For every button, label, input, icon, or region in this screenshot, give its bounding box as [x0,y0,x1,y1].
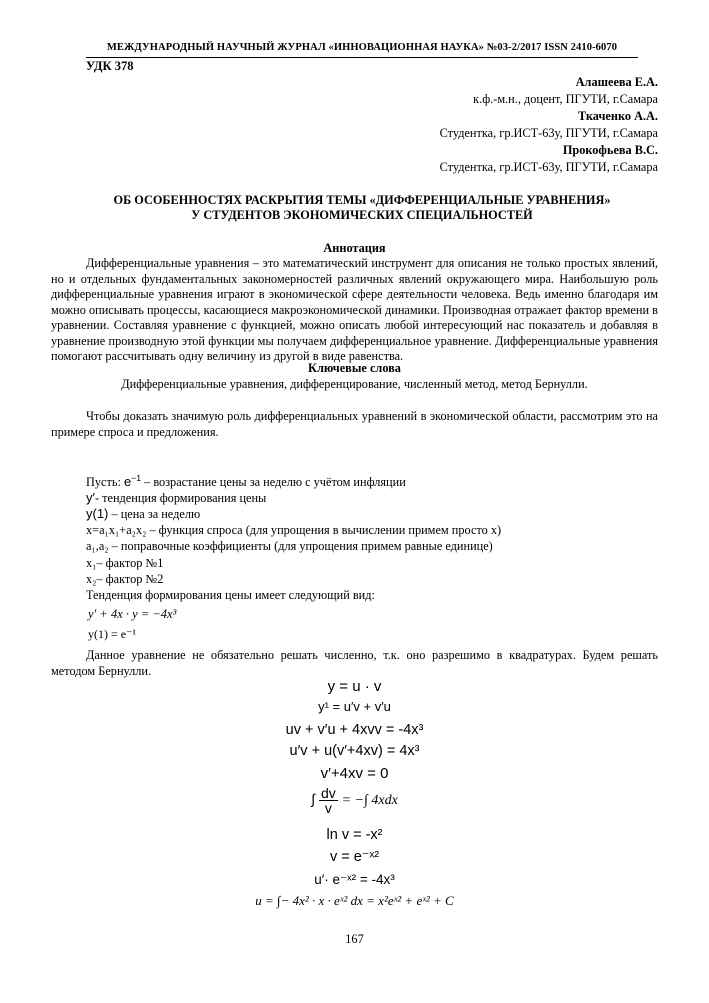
equation-5: v′+4xv = 0 [320,765,389,782]
equation-2: y¹ = u′v + v′u [318,699,391,714]
form-text: Тенденция формирования цены имеет следующий вид: [86,588,375,602]
solve-paragraph: Данное уравнение не обязательно решать численно, т.к. оно разрешимо в квадратурах. Будем решать методом Бернулли. [51,648,658,678]
abstract-heading: Аннотация [323,241,386,255]
x1-definition: x₁– фактор №1 [86,556,164,570]
a-definition: a₁,a₂ – поправочные коэффициенты (для упрощения примем равные единице) [86,539,493,553]
equation-9: u = ∫− 4x² · x · eˣ² dx = x²eˣ² + eˣ² + C [255,893,454,908]
y1-definition: y(1) – цена за неделю [86,506,201,521]
author-affil-1: к.ф.-м.н., доцент, ПГУТИ, г.Самара [473,92,658,106]
paper-title-line-1: ОБ ОСОБЕННОСТЯХ РАСКРЫТИЯ ТЕМЫ «ДИФФЕРЕНЦИАЛЬНЫЕ УРАВНЕНИЯ» [113,193,611,207]
equation-6: ln v = -x² [326,827,383,843]
keywords-text: Дифференциальные уравнения, дифференцирование, численный метод, метод Бернулли. [121,377,588,391]
author-name-2: Ткаченко А.А. [578,109,658,123]
initial-condition: y(1) = e⁻¹ [88,627,137,641]
equation-3: uv + v′u + 4xvv = -4x³ [285,722,424,738]
author-affil-2: Студентка, гр.ИСТ-63у, ПГУТИ, г.Самара [439,126,658,140]
page-number: 167 [345,932,364,946]
equation-1: y = u · v [327,678,382,695]
journal-header: МЕЖДУНАРОДНЫЙ НАУЧНЫЙ ЖУРНАЛ «ИННОВАЦИОННАЯ НАУКА» №03-2/2017 ISSN 2410-6070 [106,42,618,53]
paper-title-line-2: У СТУДЕНТОВ ЭКОНОМИЧЕСКИХ СПЕЦИАЛЬНОСТЕЙ [191,208,533,222]
let-definition: Пусть: $e^{-1}$ – возрастание цены за неделю с учётом инфляции [86,473,406,490]
integral-equation: ∫ $\frac{dv}{v}$ = −∫ 4xdx [311,785,398,816]
keywords-heading: Ключевые слова [308,361,401,375]
equation-4: u′v + u(v′+4xv) = 4x³ [289,743,420,759]
abstract-text: Дифференциальные уравнения – это математический инструмент для описания не только простых явлений, но и отдельных фундаментальных закономерностей различных явлений окружающего мира. Наибольшую роль дифференциальные уравнения играют в экономической сфере деятельности человека. Ведь именно благодаря им можно описывать процессы, касающиеся макроэкономической динамики. Производная отражает фактор времени в уравнении. Составляя уравнение с функцией, можно описать любой интересующий нас показатель и добавляя в уравнение производную этой функции мы получаем дифференциальное уравнение. Дифференциальные уравнения помогают рассчитывать одну величину из другой в виде равенства. [51,256,658,363]
author-affil-3: Студентка, гр.ИСТ-63у, ПГУТИ, г.Самара [439,160,658,174]
header-divider [86,57,638,58]
equation-8: u′· e⁻ˣ² = -4x³ [314,872,395,887]
x2-definition: x₂– фактор №2 [86,572,164,586]
intro-paragraph: Чтобы доказать значимую роль дифференциальных уравнений в экономической области, рассмотрим это на примере спроса и предложения. [51,409,658,439]
author-name-3: Прокофьева В.С. [562,143,658,157]
main-equation: y′ + 4x · y = −4x³ [88,607,177,621]
author-name-1: Алашеева Е.А. [575,75,658,89]
equation-7: v = e⁻ˣ² [329,849,380,865]
x-definition: x=a₁x₁+a₂x₂ – функция спроса (для упрощения в вычислении примем просто x) [86,523,502,537]
yprime-definition: y′- тенденция формирования цены [86,490,267,505]
udk-code: УДК 378 [86,59,134,73]
